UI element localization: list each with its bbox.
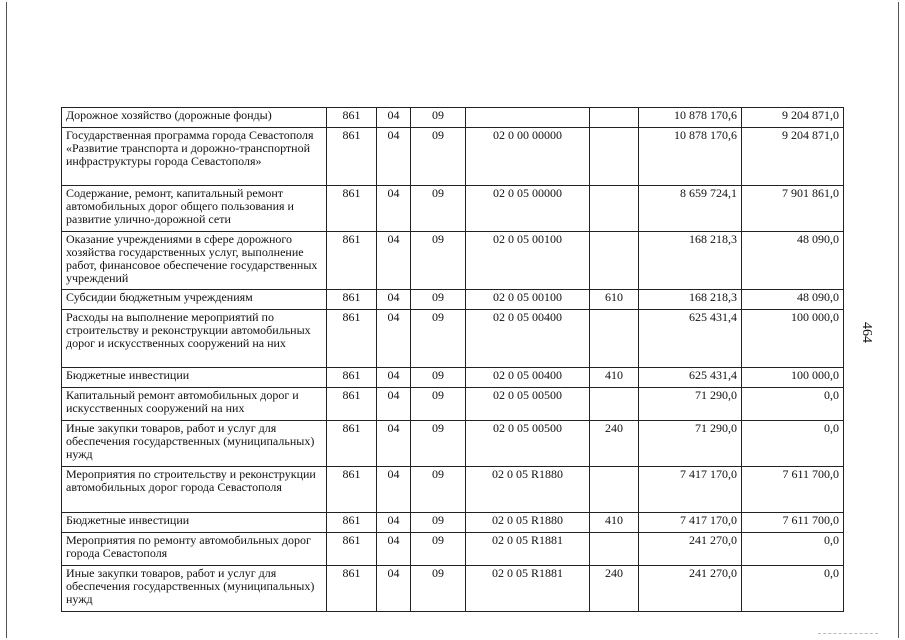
scan-mark xyxy=(818,633,878,634)
ministry-code: 861 xyxy=(327,368,377,388)
row-name: Оказание учреждениями в сфере дорожного хозяйства государственных услуг, выполнение работ, финансовое обеспечение государственных учреждений xyxy=(62,232,327,290)
subsection-code: 09 xyxy=(411,533,466,566)
ministry-code: 861 xyxy=(327,388,377,421)
amount-year-1: 168 218,3 xyxy=(639,232,742,290)
table-row xyxy=(62,388,844,421)
amount-year-1: 71 290,0 xyxy=(639,388,742,421)
expense-type xyxy=(590,186,639,232)
expense-type: 410 xyxy=(590,368,639,388)
table-row xyxy=(62,108,844,128)
amount-year-1: 625 431,4 xyxy=(639,368,742,388)
amount-year-2: 9 204 871,0 xyxy=(742,128,844,186)
target-code: 02 0 05 00100 xyxy=(466,290,590,310)
amount-year-1: 241 270,0 xyxy=(639,566,742,612)
amount-year-1: 625 431,4 xyxy=(639,310,742,368)
section-code: 04 xyxy=(377,310,411,368)
table-row xyxy=(62,232,844,290)
target-code: 02 0 05 00400 xyxy=(466,368,590,388)
target-code: 02 0 05 R1880 xyxy=(466,513,590,533)
row-name: Содержание, ремонт, капитальный ремонт автомобильных дорог общего пользования и развитие улично-дорожной сети xyxy=(62,186,327,232)
ministry-code: 861 xyxy=(327,232,377,290)
amount-year-2: 7 611 700,0 xyxy=(742,513,844,533)
target-code: 02 0 00 00000 xyxy=(466,128,590,186)
ministry-code: 861 xyxy=(327,513,377,533)
amount-year-1: 71 290,0 xyxy=(639,421,742,467)
expense-type: 610 xyxy=(590,290,639,310)
expense-type xyxy=(590,467,639,513)
table-row xyxy=(62,467,844,513)
section-code: 04 xyxy=(377,128,411,186)
expense-type: 410 xyxy=(590,513,639,533)
subsection-code: 09 xyxy=(411,368,466,388)
budget-table xyxy=(61,107,844,612)
section-code: 04 xyxy=(377,232,411,290)
row-name: Мероприятия по строительству и реконструкции автомобильных дорог города Севастополя xyxy=(62,467,327,513)
table-row xyxy=(62,421,844,467)
section-code: 04 xyxy=(377,533,411,566)
ministry-code: 861 xyxy=(327,566,377,612)
row-name: Иные закупки товаров, работ и услуг для обеспечения государственных (муниципальных) нужд xyxy=(62,566,327,612)
target-code: 02 0 05 R1881 xyxy=(466,566,590,612)
table-row xyxy=(62,186,844,232)
expense-type xyxy=(590,388,639,421)
table-row xyxy=(62,533,844,566)
expense-type xyxy=(590,128,639,186)
amount-year-1: 8 659 724,1 xyxy=(639,186,742,232)
subsection-code: 09 xyxy=(411,290,466,310)
ministry-code: 861 xyxy=(327,128,377,186)
amount-year-2: 48 090,0 xyxy=(742,290,844,310)
subsection-code: 09 xyxy=(411,232,466,290)
section-code: 04 xyxy=(377,290,411,310)
table-row xyxy=(62,566,844,612)
subsection-code: 09 xyxy=(411,421,466,467)
subsection-code: 09 xyxy=(411,566,466,612)
section-code: 04 xyxy=(377,467,411,513)
amount-year-1: 10 878 170,6 xyxy=(639,108,742,128)
expense-type xyxy=(590,108,639,128)
ministry-code: 861 xyxy=(327,108,377,128)
expense-type xyxy=(590,232,639,290)
page-number: 464 xyxy=(859,322,874,343)
amount-year-1: 168 218,3 xyxy=(639,290,742,310)
row-name: Субсидии бюджетным учреждениям xyxy=(62,290,327,310)
amount-year-2: 48 090,0 xyxy=(742,232,844,290)
expense-type xyxy=(590,310,639,368)
target-code: 02 0 05 R1880 xyxy=(466,467,590,513)
subsection-code: 09 xyxy=(411,186,466,232)
subsection-code: 09 xyxy=(411,310,466,368)
ministry-code: 861 xyxy=(327,186,377,232)
amount-year-2: 9 204 871,0 xyxy=(742,108,844,128)
amount-year-1: 10 878 170,6 xyxy=(639,128,742,186)
row-name: Расходы на выполнение мероприятий по строительству и реконструкции автомобильных дорог и искусственных сооружений на них xyxy=(62,310,327,368)
subsection-code: 09 xyxy=(411,108,466,128)
section-code: 04 xyxy=(377,108,411,128)
section-code: 04 xyxy=(377,186,411,232)
expense-type: 240 xyxy=(590,566,639,612)
row-name: Бюджетные инвестиции xyxy=(62,513,327,533)
target-code: 02 0 05 00100 xyxy=(466,232,590,290)
expense-type: 240 xyxy=(590,421,639,467)
target-code: 02 0 05 00400 xyxy=(466,310,590,368)
target-code xyxy=(466,108,590,128)
amount-year-2: 0,0 xyxy=(742,421,844,467)
ministry-code: 861 xyxy=(327,290,377,310)
section-code: 04 xyxy=(377,566,411,612)
subsection-code: 09 xyxy=(411,467,466,513)
row-name: Иные закупки товаров, работ и услуг для обеспечения государственных (муниципальных) нужд xyxy=(62,421,327,467)
amount-year-2: 0,0 xyxy=(742,566,844,612)
table-row xyxy=(62,513,844,533)
expense-type xyxy=(590,533,639,566)
amount-year-1: 7 417 170,0 xyxy=(639,513,742,533)
row-name: Капитальный ремонт автомобильных дорог и искусственных сооружений на них xyxy=(62,388,327,421)
section-code: 04 xyxy=(377,388,411,421)
target-code: 02 0 05 00500 xyxy=(466,421,590,467)
subsection-code: 09 xyxy=(411,513,466,533)
amount-year-1: 7 417 170,0 xyxy=(639,467,742,513)
table-row xyxy=(62,368,844,388)
subsection-code: 09 xyxy=(411,388,466,421)
row-name: Дорожное хозяйство (дорожные фонды) xyxy=(62,108,327,128)
amount-year-2: 7 611 700,0 xyxy=(742,467,844,513)
ministry-code: 861 xyxy=(327,421,377,467)
section-code: 04 xyxy=(377,421,411,467)
table-row xyxy=(62,290,844,310)
target-code: 02 0 05 00000 xyxy=(466,186,590,232)
target-code: 02 0 05 R1881 xyxy=(466,533,590,566)
row-name: Бюджетные инвестиции xyxy=(62,368,327,388)
amount-year-2: 0,0 xyxy=(742,533,844,566)
amount-year-2: 0,0 xyxy=(742,388,844,421)
section-code: 04 xyxy=(377,513,411,533)
subsection-code: 09 xyxy=(411,128,466,186)
ministry-code: 861 xyxy=(327,467,377,513)
ministry-code: 861 xyxy=(327,533,377,566)
table-row xyxy=(62,310,844,368)
amount-year-2: 7 901 861,0 xyxy=(742,186,844,232)
table-row xyxy=(62,128,844,186)
row-name: Мероприятия по ремонту автомобильных дорог города Севастополя xyxy=(62,533,327,566)
section-code: 04 xyxy=(377,368,411,388)
row-name: Государственная программа города Севастополя «Развитие транспорта и дорожно-транспортной инфраструктуры города Севастополя» xyxy=(62,128,327,186)
amount-year-2: 100 000,0 xyxy=(742,368,844,388)
amount-year-1: 241 270,0 xyxy=(639,533,742,566)
amount-year-2: 100 000,0 xyxy=(742,310,844,368)
ministry-code: 861 xyxy=(327,310,377,368)
target-code: 02 0 05 00500 xyxy=(466,388,590,421)
